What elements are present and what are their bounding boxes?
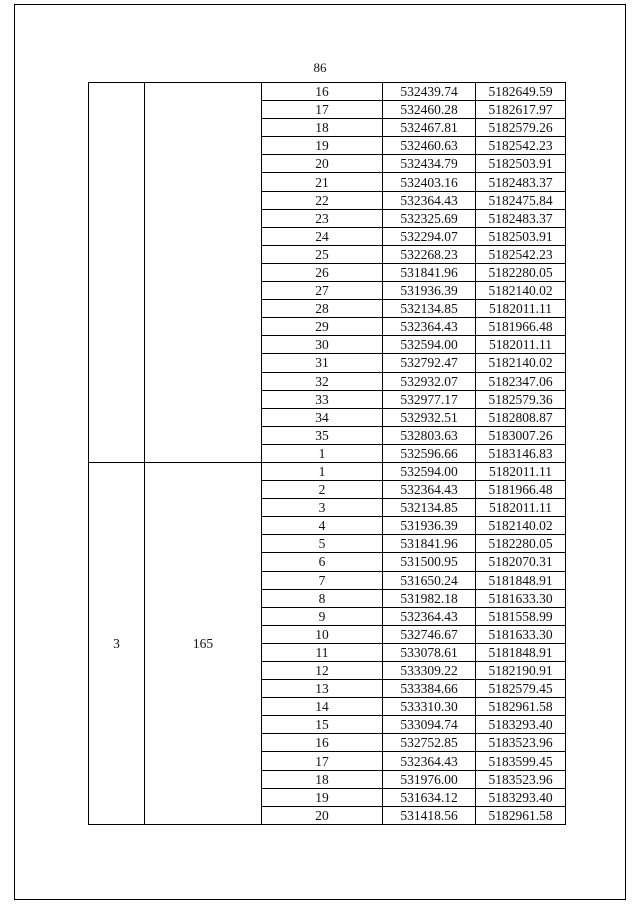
page-number: 86 xyxy=(313,60,327,75)
x-coordinate-cell: 532134.85 xyxy=(383,300,476,318)
y-coordinate-cell: 5182190.91 xyxy=(476,662,566,680)
point-number-cell: 16 xyxy=(262,734,383,752)
y-coordinate-cell: 5183599.45 xyxy=(476,752,566,770)
y-coordinate-cell: 5182475.84 xyxy=(476,191,566,209)
y-coordinate-cell: 5182579.36 xyxy=(476,390,566,408)
x-coordinate-cell: 531982.18 xyxy=(383,589,476,607)
area-cell: 165 xyxy=(145,462,262,824)
y-coordinate-cell: 5183007.26 xyxy=(476,426,566,444)
x-coordinate-cell: 531634.12 xyxy=(383,788,476,806)
x-coordinate-cell: 532977.17 xyxy=(383,390,476,408)
x-coordinate-cell: 532364.43 xyxy=(383,481,476,499)
y-coordinate-cell: 5182503.91 xyxy=(476,155,566,173)
point-number-cell: 27 xyxy=(262,282,383,300)
point-number-cell: 9 xyxy=(262,607,383,625)
point-number-cell: 2 xyxy=(262,481,383,499)
point-number-cell: 7 xyxy=(262,571,383,589)
x-coordinate-cell: 533309.22 xyxy=(383,662,476,680)
point-number-cell: 17 xyxy=(262,752,383,770)
area-cell xyxy=(145,83,262,463)
page-border-bottom xyxy=(14,899,626,900)
x-coordinate-cell: 531418.56 xyxy=(383,806,476,824)
y-coordinate-cell: 5181633.30 xyxy=(476,625,566,643)
point-number-cell: 20 xyxy=(262,806,383,824)
y-coordinate-cell: 5182140.02 xyxy=(476,282,566,300)
point-number-cell: 26 xyxy=(262,263,383,281)
y-coordinate-cell: 5181966.48 xyxy=(476,481,566,499)
point-number-cell: 14 xyxy=(262,698,383,716)
point-number-cell: 31 xyxy=(262,354,383,372)
point-number-cell: 24 xyxy=(262,227,383,245)
x-coordinate-cell: 532403.16 xyxy=(383,173,476,191)
point-number-cell: 34 xyxy=(262,408,383,426)
y-coordinate-cell: 5183523.96 xyxy=(476,734,566,752)
x-coordinate-cell: 532364.43 xyxy=(383,752,476,770)
x-coordinate-cell: 532434.79 xyxy=(383,155,476,173)
x-coordinate-cell: 532792.47 xyxy=(383,354,476,372)
y-coordinate-cell: 5182280.05 xyxy=(476,263,566,281)
x-coordinate-cell: 531650.24 xyxy=(383,571,476,589)
y-coordinate-cell: 5182011.11 xyxy=(476,336,566,354)
point-number-cell: 5 xyxy=(262,535,383,553)
y-coordinate-cell: 5182140.02 xyxy=(476,517,566,535)
coordinates-table-body xyxy=(89,83,566,825)
y-coordinate-cell: 5182542.23 xyxy=(476,137,566,155)
point-number-cell: 1 xyxy=(262,444,383,462)
y-coordinate-cell: 5182011.11 xyxy=(476,462,566,480)
y-coordinate-cell: 5182140.02 xyxy=(476,354,566,372)
x-coordinate-cell: 532364.43 xyxy=(383,607,476,625)
x-coordinate-cell: 533078.61 xyxy=(383,643,476,661)
region-cell: 3 xyxy=(89,462,145,824)
x-coordinate-cell: 532752.85 xyxy=(383,734,476,752)
x-coordinate-cell: 532932.07 xyxy=(383,372,476,390)
x-coordinate-cell: 532364.43 xyxy=(383,191,476,209)
point-number-cell: 17 xyxy=(262,101,383,119)
x-coordinate-cell: 533094.74 xyxy=(383,716,476,734)
point-number-cell: 19 xyxy=(262,788,383,806)
x-coordinate-cell: 531936.39 xyxy=(383,282,476,300)
x-coordinate-cell: 531841.96 xyxy=(383,263,476,281)
x-coordinate-cell: 532596.66 xyxy=(383,444,476,462)
y-coordinate-cell: 5181848.91 xyxy=(476,571,566,589)
point-number-cell: 32 xyxy=(262,372,383,390)
table-row xyxy=(89,462,566,480)
y-coordinate-cell: 5182579.26 xyxy=(476,119,566,137)
point-number-cell: 28 xyxy=(262,300,383,318)
point-number-cell: 29 xyxy=(262,318,383,336)
x-coordinate-cell: 532594.00 xyxy=(383,462,476,480)
y-coordinate-cell: 5182503.91 xyxy=(476,227,566,245)
point-number-cell: 23 xyxy=(262,209,383,227)
point-number-cell: 30 xyxy=(262,336,383,354)
y-coordinate-cell: 5182649.59 xyxy=(476,83,566,101)
y-coordinate-cell: 5182280.05 xyxy=(476,535,566,553)
y-coordinate-cell: 5183523.96 xyxy=(476,770,566,788)
page-border-top xyxy=(14,4,626,5)
y-coordinate-cell: 5181848.91 xyxy=(476,643,566,661)
y-coordinate-cell: 5182011.11 xyxy=(476,300,566,318)
point-number-cell: 33 xyxy=(262,390,383,408)
y-coordinate-cell: 5182347.06 xyxy=(476,372,566,390)
y-coordinate-cell: 5182011.11 xyxy=(476,499,566,517)
point-number-cell: 15 xyxy=(262,716,383,734)
x-coordinate-cell: 532294.07 xyxy=(383,227,476,245)
point-number-cell: 11 xyxy=(262,643,383,661)
region-cell xyxy=(89,83,145,463)
x-coordinate-cell: 532460.63 xyxy=(383,137,476,155)
point-number-cell: 35 xyxy=(262,426,383,444)
x-coordinate-cell: 532460.28 xyxy=(383,101,476,119)
x-coordinate-cell: 531936.39 xyxy=(383,517,476,535)
point-number-cell: 20 xyxy=(262,155,383,173)
x-coordinate-cell: 532746.67 xyxy=(383,625,476,643)
point-number-cell: 18 xyxy=(262,119,383,137)
y-coordinate-cell: 5182579.45 xyxy=(476,680,566,698)
y-coordinate-cell: 5181633.30 xyxy=(476,589,566,607)
y-coordinate-cell: 5182542.23 xyxy=(476,245,566,263)
y-coordinate-cell: 5181966.48 xyxy=(476,318,566,336)
coordinates-table xyxy=(88,82,566,825)
point-number-cell: 25 xyxy=(262,245,383,263)
y-coordinate-cell: 5183146.83 xyxy=(476,444,566,462)
y-coordinate-cell: 5181558.99 xyxy=(476,607,566,625)
page-border-right xyxy=(625,4,626,900)
x-coordinate-cell: 531841.96 xyxy=(383,535,476,553)
x-coordinate-cell: 531976.00 xyxy=(383,770,476,788)
point-number-cell: 6 xyxy=(262,553,383,571)
point-number-cell: 10 xyxy=(262,625,383,643)
y-coordinate-cell: 5182808.87 xyxy=(476,408,566,426)
y-coordinate-cell: 5182961.58 xyxy=(476,698,566,716)
y-coordinate-cell: 5182070.31 xyxy=(476,553,566,571)
point-number-cell: 12 xyxy=(262,662,383,680)
y-coordinate-cell: 5182961.58 xyxy=(476,806,566,824)
y-coordinate-cell: 5183293.40 xyxy=(476,716,566,734)
x-coordinate-cell: 532325.69 xyxy=(383,209,476,227)
x-coordinate-cell: 532594.00 xyxy=(383,336,476,354)
y-coordinate-cell: 5183293.40 xyxy=(476,788,566,806)
x-coordinate-cell: 533384.66 xyxy=(383,680,476,698)
point-number-cell: 18 xyxy=(262,770,383,788)
point-number-cell: 8 xyxy=(262,589,383,607)
y-coordinate-cell: 5182483.37 xyxy=(476,209,566,227)
point-number-cell: 1 xyxy=(262,462,383,480)
x-coordinate-cell: 533310.30 xyxy=(383,698,476,716)
x-coordinate-cell: 532439.74 xyxy=(383,83,476,101)
point-number-cell: 22 xyxy=(262,191,383,209)
x-coordinate-cell: 532932.51 xyxy=(383,408,476,426)
table-row xyxy=(89,83,566,101)
point-number-cell: 19 xyxy=(262,137,383,155)
point-number-cell: 4 xyxy=(262,517,383,535)
x-coordinate-cell: 532364.43 xyxy=(383,318,476,336)
y-coordinate-cell: 5182483.37 xyxy=(476,173,566,191)
x-coordinate-cell: 532803.63 xyxy=(383,426,476,444)
point-number-cell: 16 xyxy=(262,83,383,101)
x-coordinate-cell: 531500.95 xyxy=(383,553,476,571)
x-coordinate-cell: 532467.81 xyxy=(383,119,476,137)
x-coordinate-cell: 532134.85 xyxy=(383,499,476,517)
page-border-left xyxy=(14,4,15,900)
y-coordinate-cell: 5182617.97 xyxy=(476,101,566,119)
point-number-cell: 21 xyxy=(262,173,383,191)
point-number-cell: 3 xyxy=(262,499,383,517)
x-coordinate-cell: 532268.23 xyxy=(383,245,476,263)
point-number-cell: 13 xyxy=(262,680,383,698)
